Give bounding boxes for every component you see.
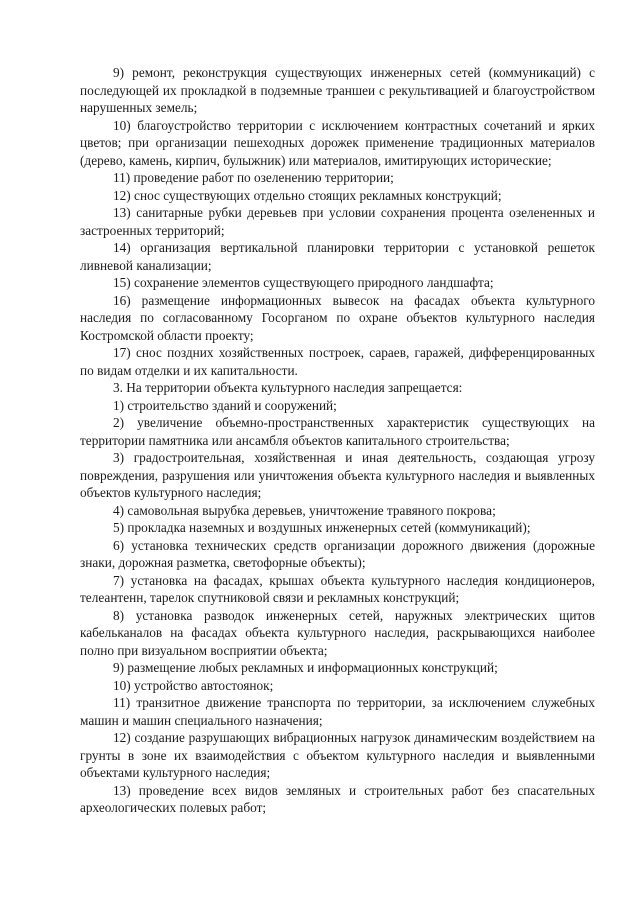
document-page — [80, 64, 595, 817]
paragraph-snos-postroek: 17) снос поздних хозяйственных построек, сараев, гаражей, дифференцированных по видам отделки и их капитальности. — [80, 345, 595, 378]
paragraph-razvodki-setei: 8) установка разводок инженерных сетей, наружных электрических щитов кабельканалов на фасадах объекта культурного наследия, раскрывающихся наиболее полно при визуальном восприятии объекта; — [80, 607, 595, 658]
paragraph-sredstva-dvizheniya: 6) установка технических средств организации дорожного движения (дорожные знаки, дорожная разметка, светофорные объекты); — [80, 537, 595, 570]
paragraph-informatsionnye-vyveski: 16) размещение информационных вывесок на фасадах объекта культурного наследия по согласованному Госорганом по охране объектов культурного наследия Костромской области проекту; — [80, 292, 595, 343]
paragraph-zemlyanye-raboty: 13) проведение всех видов земляных и строительных работ без спасательных археологических полевых работ; — [80, 782, 595, 815]
paragraph-vyrubka-derevev: 4) самовольная вырубка деревьев, уничтожение травяного покрова; — [113, 502, 496, 518]
section-heading-zapreshchaetsya: 3. На территории объекта культурного наследия запрещается: — [113, 380, 463, 395]
paragraph-vertikalnaya-planirovka: 14) организация вертикальной планировки территории с установкой решеток ливневой канализации; — [80, 240, 595, 273]
paragraph-reklamnye-konstruktsii: 9) размещение любых рекламных и информационных конструкций; — [113, 660, 498, 675]
paragraph-gradostroitelnaya-deyatelnost: 3) градостроительная, хозяйственная и иная деятельность, создающая угрозу повреждения, разрушения или уничтожения объекта культурного наследия и выявленных объектов культурного наследия; — [80, 450, 595, 500]
paragraph-remont-setei: 9) ремонт, реконструкция существующих инженерных сетей (коммуникаций) с последующей их прокладкой в подземные траншеи с рекультивацией и благоустройством нарушенных земель; — [80, 65, 595, 115]
paragraph-vibratsionnye-nagruzki: 12) создание разрушающих вибрационных нагрузок динамическим воздействием на грунты в зоне их взаимодействия с объектом культурного наследия и выявленными объектами культурного наследия; — [80, 730, 595, 780]
paragraph-sanitarnye-rubki: 13) санитарные рубки деревьев при условии сохранения процента озелененных и застроенных территорий; — [80, 205, 595, 238]
paragraph-konditsionery: 7) установка на фасадах, крышах объекта культурного наследия кондиционеров, телеантенн, тарелок спутниковой связи и рекламных конструкций; — [80, 572, 595, 605]
paragraph-uvelichenie-kharakteristik: 2) увеличение объемно-пространственных характеристик существующих на территории памятника или ансамбля объектов капитального строительства; — [80, 415, 595, 448]
paragraph-blagoustroistvo: 10) благоустройство территории с исключением контрастных сочетаний и ярких цветов; при организации пешеходных дорожек применение традиционных материалов (дерево, камень, кирпич, булыжник) или материалов, имитирующих исторические; — [80, 117, 595, 168]
paragraph-snos-reklamnykh: 12) снос существующих отдельно стоящих рекламных конструкций; — [113, 187, 502, 203]
paragraph-ozelenenie: 11) проведение работ по озеленению территории; — [113, 170, 394, 185]
paragraph-tranzitnoe-dvizhenie: 11) транзитное движение транспорта по территории, за исключением служебных машин и машин специального назначения; — [80, 695, 595, 728]
paragraph-avtostoyanki: 10) устройство автостоянок; — [113, 677, 274, 693]
paragraph-sokhranenie-landshafta: 15) сохранение элементов существующего природного ландшафта; — [113, 275, 494, 290]
paragraph-prokladka-setei: 5) прокладка наземных и воздушных инженерных сетей (коммуникаций); — [113, 520, 531, 535]
paragraph-stroitelstvo: 1) строительство зданий и сооружений; — [113, 397, 337, 413]
